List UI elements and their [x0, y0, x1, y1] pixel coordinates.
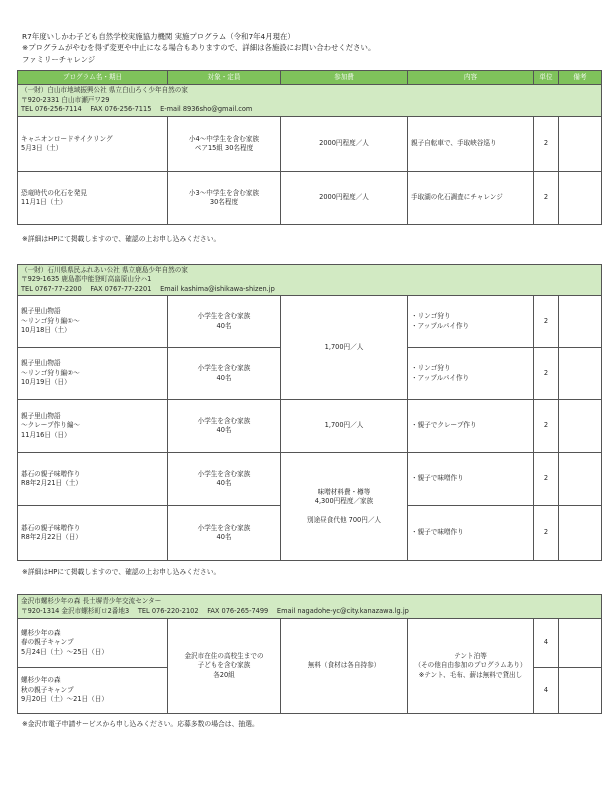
program-table-kanazawa: [17, 594, 602, 714]
content-cell: ・親子で味噌作り: [408, 453, 534, 506]
col-program: プログラム名・期日: [18, 71, 168, 85]
units-cell: 4: [534, 619, 559, 668]
content-cell: ・リンゴ狩り ・アップルパイ作り: [408, 296, 534, 348]
program-cell: 碁石の親子味噌作り R8年2月22日（日）: [18, 506, 168, 561]
target-cell: 小学生を含む家族 40名: [168, 400, 281, 453]
fee-cell: 1,700円／人: [281, 296, 408, 400]
target-cell: 小学生を含む家族 40名: [168, 506, 281, 561]
target-cell: 小学生を含む家族 40名: [168, 348, 281, 400]
target-cell: 小学生を含む家族 40名: [168, 453, 281, 506]
remarks-cell: [559, 506, 602, 561]
org-name: （一財）白山市地域振興公社 県立白山ろく少年自然の家: [21, 86, 188, 95]
org-contact: 〒920-1314 金沢市螺杉町ロ2番地3 TEL 076-220-2102 FAX 076-265-7499 Email nagadohe-yc@city.kanazawa.lg.jp: [21, 606, 409, 615]
table-row: [18, 453, 602, 506]
col-remarks: 備考: [559, 71, 602, 85]
fee-cell: 2000円程度／人: [281, 172, 408, 225]
program-cell: 親子里山物語 ～リンゴ狩り編②～ 10月19日（日）: [18, 348, 168, 400]
program-cell: 恐竜時代の化石を発見 11月1日（土）: [18, 172, 168, 225]
table-row: [18, 296, 602, 348]
target-cell: 小学生を含む家族 40名: [168, 296, 281, 348]
remarks-cell: [559, 348, 602, 400]
table-row: [18, 172, 602, 225]
org-contact: TEL 076-256-7114 FAX 076-256-7115 E-mail 8936sho@gmail.com: [21, 105, 253, 114]
page-title: R7年度いしかわ子ども自然学校実施協力機関 実施プログラム（令和7年4月現在）: [22, 32, 295, 41]
section-note: ※詳細はHPにて掲載しますので、確認の上お申し込みください。: [22, 568, 221, 576]
program-cell: 螺杉少年の森 春の親子キャンプ 5月24日（土）～25日（日）: [18, 619, 168, 668]
target-cell: 小3～中学生を含む家族 30名程度: [168, 172, 281, 225]
target-cell: 小4～中学生を含む家族 ペア15組 30名程度: [168, 117, 281, 172]
category-label: ファミリーチャレンジ: [22, 55, 96, 64]
remarks-cell: [559, 172, 602, 225]
program-cell: 親子里山物語 ～リンゴ狩り編①～ 10月18日（土）: [18, 296, 168, 348]
page-notice: ※プログラムがやむを得ず変更や中止になる場合もありますので、詳細は各施設にお問い合わせください。: [22, 43, 376, 52]
org-info-kanazawa: [18, 595, 602, 619]
program-table-kashima: [17, 264, 602, 561]
units-cell: 2: [534, 506, 559, 561]
section-note: ※金沢市電子申請サービスから申し込みください。応募多数の場合は、抽選。: [22, 720, 259, 728]
content-cell: 手取湖の化石調査にチャレンジ: [408, 172, 534, 225]
units-cell: 2: [534, 117, 559, 172]
col-content: 内容: [408, 71, 534, 85]
units-cell: 4: [534, 668, 559, 714]
fee-cell: 2000円程度／人: [281, 117, 408, 172]
program-cell: キャニオンロードサイクリング 5月3日（土）: [18, 117, 168, 172]
units-cell: 2: [534, 400, 559, 453]
org-name: （一財）石川県県民ふれあい公社 県立鹿島少年自然の家: [21, 265, 188, 274]
section-note: ※詳細はHPにて掲載しますので、確認の上お申し込みください。: [22, 235, 221, 243]
program-cell: 親子里山物語 ～クレープ作り編～ 11月16日（日）: [18, 400, 168, 453]
units-cell: 2: [534, 348, 559, 400]
remarks-cell: [559, 296, 602, 348]
fee-cell: 1,700円／人: [281, 400, 408, 453]
content-cell: ・親子で味噌作り: [408, 506, 534, 561]
units-cell: 2: [534, 453, 559, 506]
org-info-hakusan: [18, 85, 602, 117]
program-cell: 螺杉少年の森 秋の親子キャンプ 9月20日（土）～21日（日）: [18, 668, 168, 714]
remarks-cell: [559, 453, 602, 506]
table-row: [18, 619, 602, 668]
units-cell: 2: [534, 296, 559, 348]
org-address: 〒929-1635 鹿島郡中能登町高畠原山分ハ1: [21, 275, 152, 284]
table-row: [18, 400, 602, 453]
col-fee: 参加費: [281, 71, 408, 85]
content-cell: ・親子でクレープ作り: [408, 400, 534, 453]
fee-cell: 味噌材料費・樽等 4,300円程度／家族 別途昼食代他 700円／人: [281, 453, 408, 561]
table-row: [18, 117, 602, 172]
target-cell: 金沢市在住の高校生までの 子どもを含む家族 各20組: [168, 619, 281, 714]
remarks-cell: [559, 400, 602, 453]
fee-cell: 無料（食材は各自持参）: [281, 619, 408, 714]
remarks-cell: [559, 619, 602, 668]
col-units: 単位: [534, 71, 559, 85]
units-cell: 2: [534, 172, 559, 225]
org-contact: TEL 0767-77-2200 FAX 0767-77-2201 Email kashima@ishikawa-shizen.jp: [21, 284, 275, 293]
org-name: 金沢市螺杉少年の森 長土塀青少年交流センター: [21, 597, 162, 605]
content-cell: テント泊等 （その他自由参加のプログラムあり） ※テント、毛布、薪は無料で貸出し: [408, 619, 534, 714]
content-cell: 親子自転車で、手取峡谷巡り: [408, 117, 534, 172]
org-address: 〒920-2331 白山市瀬戸ワ29: [21, 95, 110, 104]
remarks-cell: [559, 117, 602, 172]
program-table-hakusan: [17, 70, 602, 225]
program-cell: 碁石の親子味噌作り R8年2月21日（土）: [18, 453, 168, 506]
remarks-cell: [559, 668, 602, 714]
content-cell: ・リンゴ狩り ・アップルパイ作り: [408, 348, 534, 400]
org-info-kashima: [18, 265, 602, 296]
col-target: 対象・定員: [168, 71, 281, 85]
